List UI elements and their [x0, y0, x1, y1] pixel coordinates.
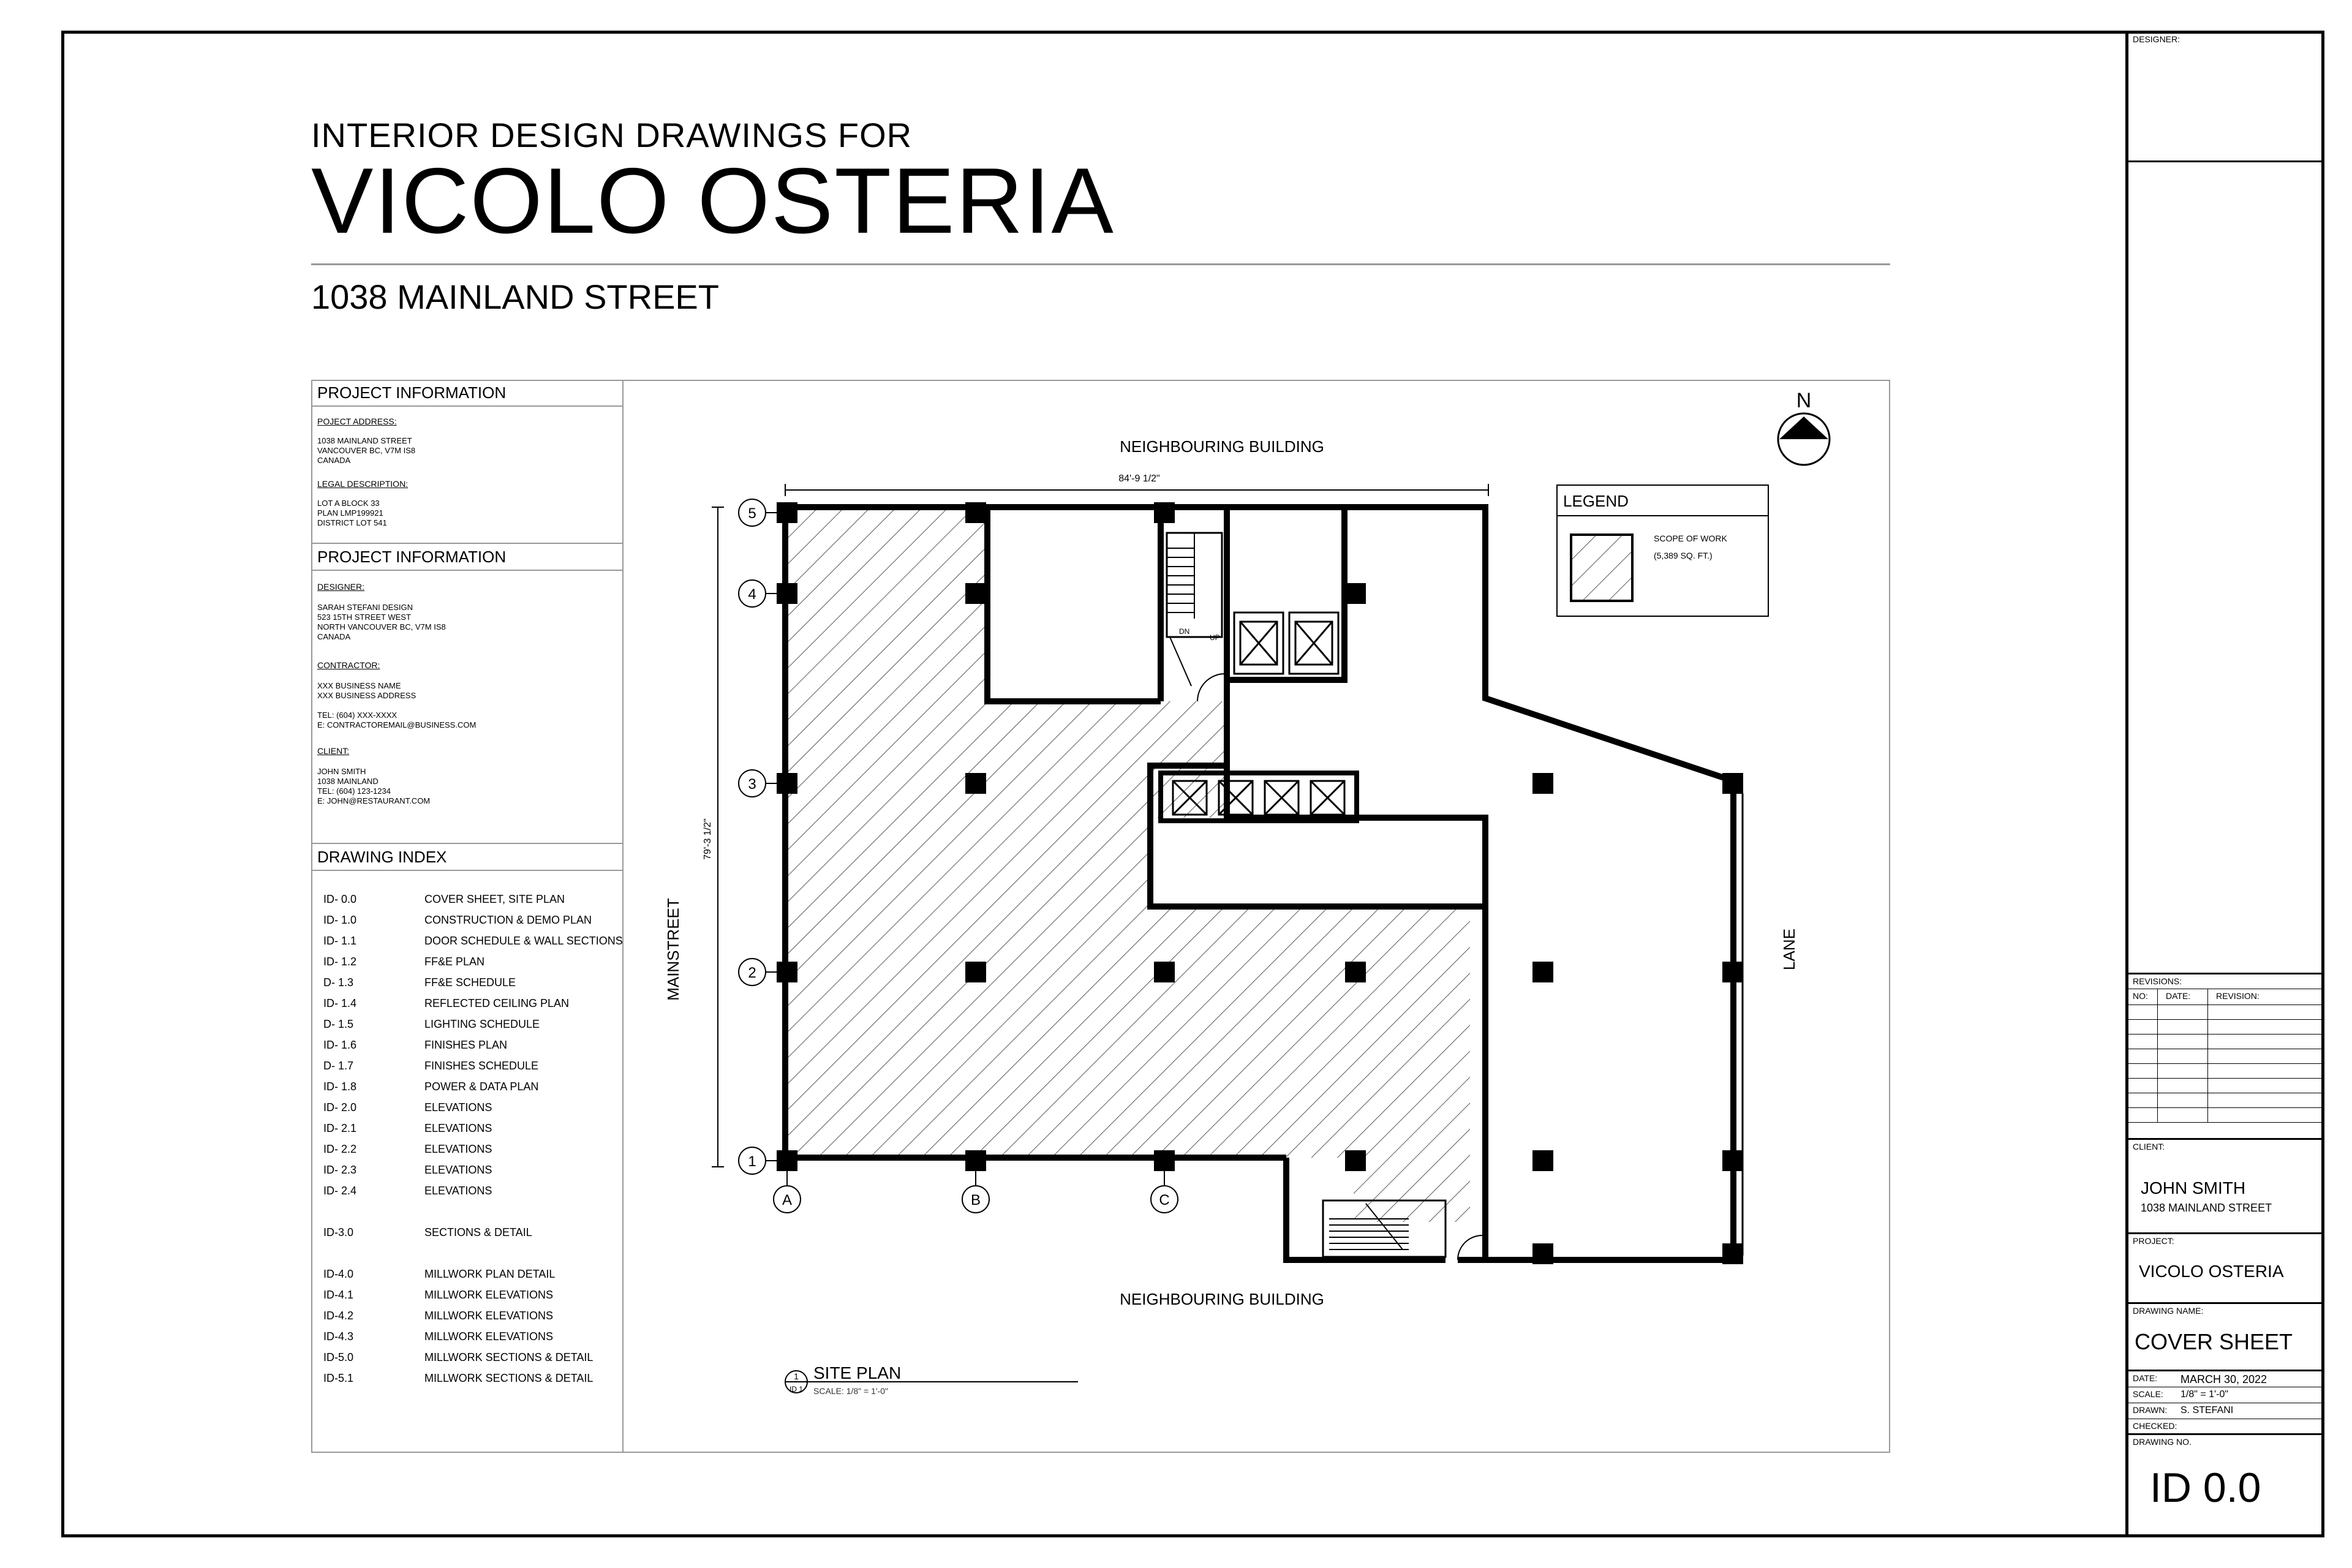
- stair-up-label: UP: [1210, 633, 1220, 642]
- drawing-index-desc: COVER SHEET, SITE PLAN: [424, 893, 565, 905]
- tb-revision-row-rule: [2127, 1019, 2324, 1020]
- drawing-index-code: ID- 2.1: [323, 1122, 357, 1134]
- drawing-index-list: [323, 893, 623, 1444]
- project-address: 1038 MAINLAND STREET: [311, 277, 719, 316]
- grid-row-label: 4: [748, 586, 756, 603]
- drawing-index-row: [323, 1372, 611, 1388]
- tb-revisions-label: REVISIONS:: [2133, 976, 2182, 986]
- tb-revision-row-rule: [2127, 1122, 2324, 1123]
- grid-row-label: 2: [748, 965, 756, 981]
- tb-scale-label: SCALE:: [2133, 1389, 2163, 1399]
- site-plan: [624, 381, 1889, 1452]
- project-info-heading-2: PROJECT INFORMATION: [317, 548, 507, 566]
- section-divider: [311, 843, 622, 844]
- drawing-index-row: [323, 914, 611, 930]
- drawing-index-desc: ELEVATIONS: [424, 1143, 492, 1155]
- tb-client-name: JOHN SMITH: [2141, 1178, 2246, 1197]
- drawing-index-code: ID- 0.0: [323, 893, 357, 905]
- drawing-index-row: [323, 1268, 611, 1284]
- tb-revision-row-rule: [2127, 1034, 2324, 1035]
- drawing-index-row: [323, 1143, 611, 1159]
- north-arrow-icon: [1778, 413, 1830, 465]
- drawing-index-code: D- 1.5: [323, 1018, 354, 1030]
- tb-divider: [2127, 1370, 2324, 1371]
- dimension-horizontal: 84'-9 1/2": [1118, 473, 1160, 484]
- legend-hatch-swatch: [1571, 535, 1632, 601]
- drawing-index-desc: POWER & DATA PLAN: [424, 1080, 539, 1093]
- address-text: 1038 MAINLAND STREET VANCOUVER BC, V7M IS8 CANADA: [317, 436, 416, 465]
- tb-client-address: 1038 MAINLAND STREET: [2141, 1202, 2272, 1214]
- drawing-index-heading: DRAWING INDEX: [317, 848, 447, 866]
- tb-scale-value: 1/8" = 1'-0": [2180, 1389, 2229, 1400]
- tb-drawing-name: COVER SHEET: [2135, 1329, 2293, 1354]
- title-block-divider: [2125, 31, 2128, 1537]
- tb-drawing-no: ID 0.0: [2150, 1464, 2261, 1511]
- tb-divider: [2127, 1232, 2324, 1234]
- caption-title: SITE PLAN: [813, 1363, 902, 1382]
- client-label: CLIENT:: [317, 746, 350, 756]
- drawing-index-desc: FF&E PLAN: [424, 956, 485, 968]
- tb-designer-label: DESIGNER:: [2133, 34, 2180, 44]
- drawing-index-code: ID- 1.6: [323, 1039, 357, 1051]
- drawing-index-desc: MILLWORK SECTIONS & DETAIL: [424, 1351, 594, 1363]
- tb-divider: [2127, 973, 2324, 974]
- designer-text: SARAH STEFANI DESIGN 523 15TH STREET WEST NORTH VANCOUVER BC, V7M IS8 CANADA: [317, 603, 446, 641]
- drawing-index-code: ID- 1.1: [323, 935, 357, 947]
- grid-col-label: A: [782, 1192, 793, 1208]
- drawing-index-row: [323, 1101, 611, 1117]
- neighbour-bottom-label: NEIGHBOURING BUILDING: [1120, 1290, 1324, 1308]
- tb-client-label: CLIENT:: [2133, 1142, 2165, 1152]
- tb-project-name: VICOLO OSTERIA: [2139, 1262, 2284, 1281]
- drawing-index-code: ID-3.0: [323, 1226, 354, 1238]
- section-divider: [311, 870, 622, 871]
- tb-rev-revision: REVISION:: [2216, 991, 2260, 1001]
- drawing-index-row: [323, 1330, 611, 1346]
- drawing-index-desc: MILLWORK ELEVATIONS: [424, 1330, 554, 1343]
- drawing-index-code: ID- 2.4: [323, 1185, 357, 1197]
- drawing-index-row: [323, 1060, 611, 1076]
- drawing-index-code: ID-5.0: [323, 1351, 354, 1363]
- tb-revision-row-rule: [2127, 1063, 2324, 1064]
- legal-text: LOT A BLOCK 33 PLAN LMP199921 DISTRICT LOT 541: [317, 499, 387, 527]
- client-text: JOHN SMITH 1038 MAINLAND TEL: (604) 123-1234 E: JOHN@RESTAURANT.COM: [317, 767, 431, 805]
- drawing-index-desc: MILLWORK ELEVATIONS: [424, 1289, 554, 1301]
- drawing-index-desc: MILLWORK PLAN DETAIL: [424, 1268, 556, 1280]
- drawing-index-code: ID- 2.3: [323, 1164, 357, 1176]
- drawing-index-code: ID-5.1: [323, 1372, 354, 1384]
- drawing-index-desc: ELEVATIONS: [424, 1164, 492, 1176]
- drawing-index-row: [323, 1039, 611, 1055]
- drawing-index-desc: CONSTRUCTION & DEMO PLAN: [424, 914, 592, 926]
- drawing-index-code: ID-4.0: [323, 1268, 354, 1280]
- drawing-index-desc: MILLWORK SECTIONS & DETAIL: [424, 1372, 594, 1384]
- legend-item: SCOPE OF WORK: [1654, 533, 1727, 543]
- drawing-index-row: [323, 1080, 611, 1096]
- tb-revision-col-rule: [2157, 989, 2158, 1122]
- header-rule: [311, 263, 1890, 265]
- tb-revision-row-rule: [2127, 1078, 2324, 1079]
- drawing-index-code: ID- 1.4: [323, 997, 357, 1009]
- neighbour-top-label: NEIGHBOURING BUILDING: [1120, 437, 1324, 456]
- drawing-index-code: ID- 2.0: [323, 1101, 357, 1114]
- drawing-index-desc: LIGHTING SCHEDULE: [424, 1018, 540, 1030]
- drawing-index-code: ID-4.3: [323, 1330, 354, 1343]
- drawing-index-desc: SECTIONS & DETAIL: [424, 1226, 532, 1238]
- drawing-index-row: [323, 956, 611, 971]
- section-divider: [311, 543, 622, 544]
- tb-rev-no: NO:: [2133, 991, 2148, 1001]
- drawing-index-code: ID- 1.0: [323, 914, 357, 926]
- grid-row-label: 3: [748, 776, 756, 793]
- address-label: POJECT ADDRESS:: [317, 417, 397, 426]
- drawing-index-row: [323, 1122, 611, 1138]
- section-divider: [311, 570, 622, 571]
- legend-area: (5,389 SQ. FT.): [1654, 551, 1713, 560]
- tb-rev-date: DATE:: [2166, 991, 2191, 1001]
- drawing-index-desc: DOOR SCHEDULE & WALL SECTIONS: [424, 935, 623, 947]
- drawing-index-row: [323, 997, 611, 1013]
- drawing-index-code: ID-4.2: [323, 1310, 354, 1322]
- contractor-label: CONTRACTOR:: [317, 660, 380, 670]
- drawing-index-code: ID- 1.2: [323, 956, 357, 968]
- tb-divider: [2127, 1433, 2324, 1435]
- drawing-index-desc: ELEVATIONS: [424, 1122, 492, 1134]
- tb-checked-label: CHECKED:: [2133, 1421, 2177, 1431]
- drawing-index-desc: FF&E SCHEDULE: [424, 976, 516, 989]
- grid-row-bubbles: [739, 499, 777, 1174]
- drawing-index-row: [323, 1226, 611, 1242]
- tb-divider: [2127, 1302, 2324, 1304]
- tb-drawing-no-label: DRAWING NO.: [2133, 1437, 2192, 1447]
- drawing-index-row: [323, 976, 611, 992]
- drawing-index-row: [323, 1185, 611, 1200]
- street-right-label: LANE: [1780, 929, 1798, 970]
- designer-label: DESIGNER:: [317, 582, 365, 592]
- caption-scale: SCALE: 1/8" = 1'-0": [813, 1386, 888, 1396]
- drawing-index-row: [323, 935, 623, 951]
- grid-col-label: C: [1159, 1192, 1170, 1208]
- scope-of-work-hatch: [785, 507, 1483, 1222]
- tb-date-value: MARCH 30, 2022: [2180, 1373, 2267, 1385]
- tb-revision-col-rule: [2207, 989, 2208, 1122]
- drawing-index-desc: ELEVATIONS: [424, 1185, 492, 1197]
- legal-label: LEGAL DESCRIPTION:: [317, 479, 409, 489]
- tb-revisions-grid: [2127, 1005, 2324, 1139]
- grid-col-label: B: [970, 1192, 981, 1208]
- legend-title: LEGEND: [1563, 492, 1629, 510]
- dimension-vertical: 79'-3 1/2": [703, 818, 713, 860]
- north-label: N: [1796, 389, 1812, 412]
- tb-project-label: PROJECT:: [2133, 1236, 2174, 1246]
- drawing-index-row: [323, 1018, 611, 1034]
- drawing-subtitle: INTERIOR DESIGN DRAWINGS FOR: [311, 116, 913, 154]
- drawing-index-row: [323, 1164, 611, 1180]
- tb-drawn-value: S. STEFANI: [2180, 1405, 2234, 1415]
- drawing-index-desc: ELEVATIONS: [424, 1101, 492, 1114]
- drawing-index-desc: REFLECTED CEILING PLAN: [424, 997, 570, 1009]
- grid-row-label: 5: [748, 505, 756, 522]
- drawing-index-row: [323, 1351, 611, 1367]
- project-info-heading: PROJECT INFORMATION: [317, 383, 507, 402]
- tb-date-label: DATE:: [2133, 1373, 2158, 1383]
- caption-number: 1: [794, 1371, 799, 1381]
- caption-sheet: ID 1: [789, 1385, 804, 1393]
- drawing-index-desc: FINISHES PLAN: [424, 1039, 508, 1051]
- drawing-index-row: [323, 893, 611, 909]
- elevators: [1234, 612, 1338, 674]
- drawing-index-code: ID- 2.2: [323, 1143, 357, 1155]
- street-left-label: MAINSTREET: [664, 898, 682, 1001]
- stair-dn-label: DN: [1179, 627, 1190, 636]
- tb-drawn-label: DRAWN:: [2133, 1405, 2168, 1415]
- tb-divider: [2127, 160, 2324, 162]
- stair-top: [1167, 533, 1225, 701]
- tb-divider: [2127, 1138, 2324, 1140]
- drawing-index-desc: FINISHES SCHEDULE: [424, 1060, 539, 1072]
- tb-revision-row-rule: [2127, 1107, 2324, 1108]
- section-divider: [311, 405, 622, 407]
- grid-row-label: 1: [748, 1153, 756, 1170]
- drawing-index-row: [323, 1310, 611, 1325]
- drawing-index-code: ID-4.1: [323, 1289, 354, 1301]
- drawing-index-code: D- 1.3: [323, 976, 354, 989]
- drawing-index-code: ID- 1.8: [323, 1080, 357, 1093]
- tb-drawing-name-label: DRAWING NAME:: [2133, 1306, 2204, 1316]
- drawing-index-desc: MILLWORK ELEVATIONS: [424, 1310, 554, 1322]
- contractor-text: XXX BUSINESS NAME XXX BUSINESS ADDRESS TEL: (604) XXX-XXXX E: CONTRACTOREMAIL@BUSINESS.COM: [317, 681, 477, 729]
- project-title: VICOLO OSTERIA: [311, 149, 1115, 253]
- drawing-index-code: D- 1.7: [323, 1060, 354, 1072]
- drawing-index-row: [323, 1289, 611, 1305]
